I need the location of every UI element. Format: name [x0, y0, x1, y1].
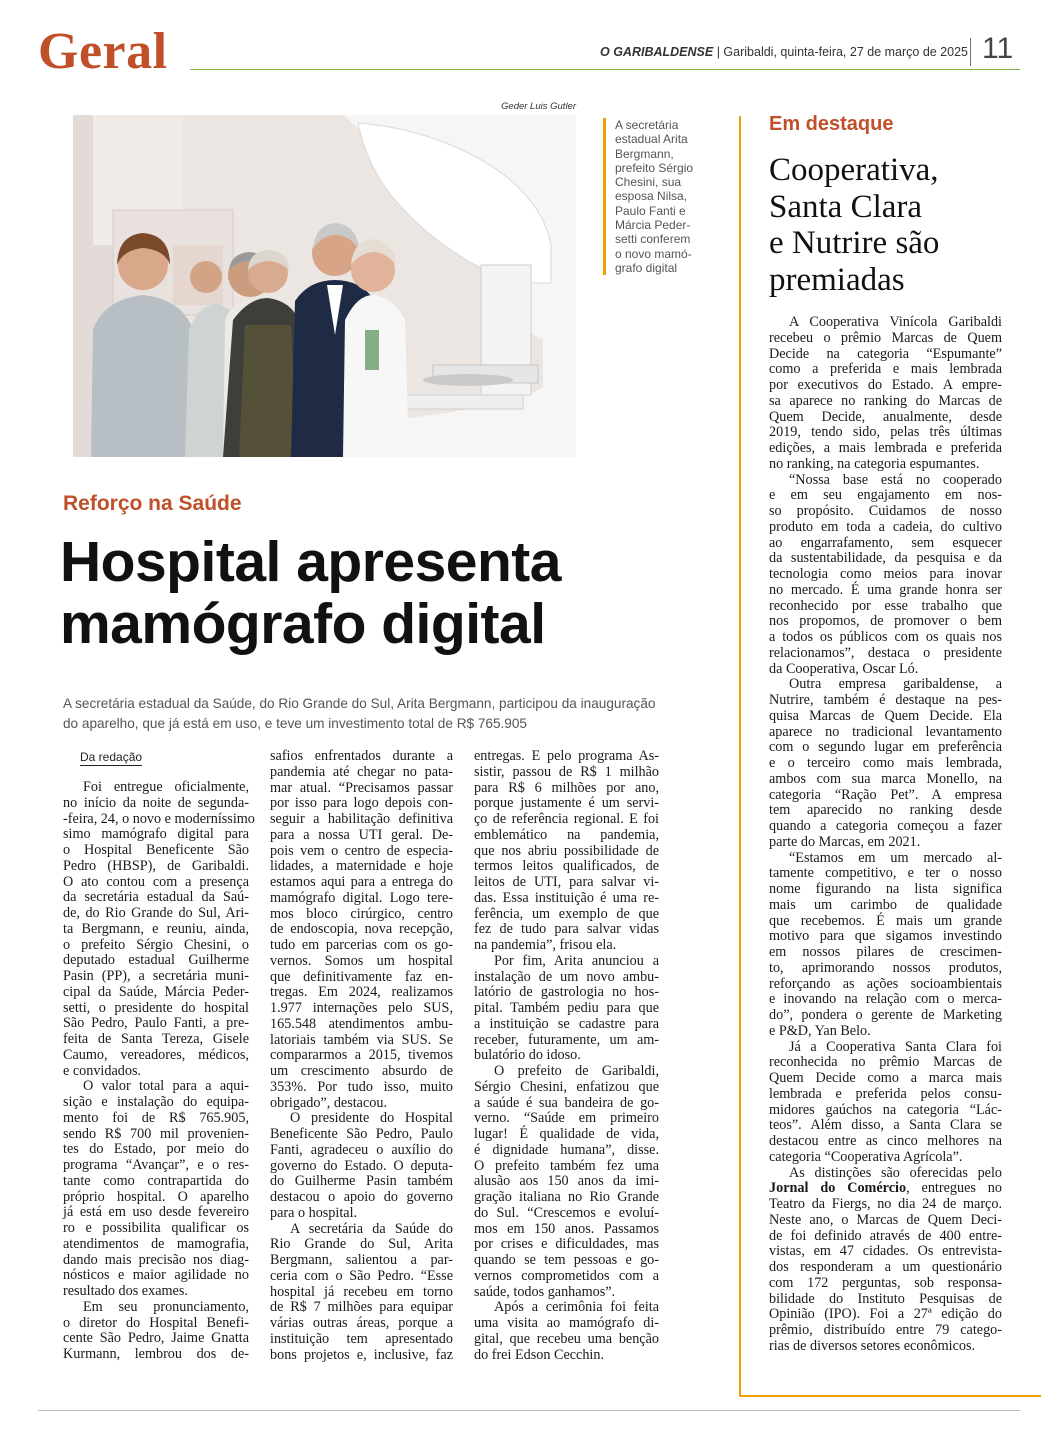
- text-line: São Pedro, Paulo Fanti, a pre-: [63, 1015, 249, 1032]
- text-line: reconhecida no prêmio Marcas de: [769, 1054, 1002, 1071]
- text-line: no mercado. É uma grande honra ser: [769, 581, 1002, 598]
- text-line: emblemático na pandemia,: [474, 826, 659, 843]
- photo-illustration: [73, 115, 576, 457]
- text-line: setti, o presidente do hospital: [63, 999, 249, 1016]
- text-line: bilidade do Instituto Pesquisas de: [769, 1290, 1002, 1307]
- text-line: recebeu o prêmio Marcas de Quem: [769, 329, 1002, 346]
- text-line: deputado estadual Guilherme: [63, 952, 249, 969]
- text-line: gital, que recebeu uma benção: [474, 1330, 659, 1347]
- text-line: da sustentabilidade, da pesquisa e da: [769, 550, 1002, 567]
- text-line: cipal da Saúde, Márcia Peder-: [63, 983, 249, 1000]
- text-line: nome figurando na lista significa: [769, 881, 1002, 897]
- sidebar-headline: [769, 152, 1029, 298]
- text-line: estamos aqui para a entrega do: [270, 874, 453, 890]
- article-headline: [60, 531, 720, 655]
- caption-line: Chesini, sua: [615, 175, 682, 190]
- text-line: O ato contou com a presença: [63, 873, 249, 890]
- text-line: categoria “Cooperativa Agrícola”.: [769, 1148, 963, 1165]
- text-line: o prefeito Sérgio Chesini, o: [63, 936, 249, 953]
- text-line: próprio hospital. O aparelho: [63, 1188, 249, 1205]
- text-line: ta Bergmann, e reuniu, ainda,: [63, 920, 249, 937]
- caption-line: estadual Arita: [615, 132, 688, 147]
- text-line: Beneficente São Pedro, Paulo: [270, 1126, 453, 1142]
- text-line: programa “Avançar”, e o res-: [63, 1157, 249, 1173]
- text-line: que definitivamente faz en-: [270, 968, 453, 985]
- text-line: Jornal do Comércio, entregues no: [769, 1180, 1002, 1197]
- sidebar-title-line: Santa Clara: [769, 188, 923, 225]
- text-line: é dignidade humana”, disse.: [474, 1141, 659, 1158]
- text-line: mais um carimbo de qualidade: [769, 896, 1002, 913]
- text-line: pois vem o centro de especia-: [270, 842, 453, 859]
- text-line: receber, futuramente, um am-: [474, 1031, 659, 1048]
- text-line: mamógrafo digital. Logo tere-: [270, 889, 453, 906]
- text-line: ao engarrafamento, sem esquecer: [769, 534, 1002, 551]
- text-line: no ranking, na categoria espumantes.: [769, 455, 980, 472]
- text-line: Kurmann, lembrou dos de-: [63, 1346, 249, 1362]
- text-line: sição e instalação do equipa-: [63, 1094, 249, 1110]
- text-line: bulatório do idoso.: [474, 1047, 581, 1064]
- text-line: destacou entre as cinco melhores na: [769, 1133, 1002, 1149]
- text-line: simo mamógrafo digital para: [63, 826, 249, 843]
- text-line: do Sul. “Crescemos e evoluí-: [474, 1204, 659, 1221]
- text-line: de, do Rio Grande do Sul, Ari-: [63, 905, 249, 921]
- text-line: sistir, passou de R$ 1 milhão: [474, 763, 659, 780]
- newspaper-mention: Jornal do Comércio: [769, 1180, 907, 1197]
- text-line: da Cooperativa, Oscar Ló.: [769, 660, 919, 677]
- text-line: Sérgio Chesini, enfatizou que: [474, 1078, 659, 1095]
- text-line: reconhecido por esse trabalho que: [769, 597, 1002, 614]
- text-line: Por fim, Arita anunciou a: [494, 952, 659, 969]
- text-line: já está em uso desde fevereiro: [63, 1204, 249, 1221]
- text-line: e P&D, Yan Belo.: [769, 1022, 871, 1039]
- sidebar-title-line: premiadas: [769, 261, 905, 298]
- text-line: Rio Grande do Sul, Arita: [270, 1236, 453, 1253]
- article-byline: Da redação: [80, 750, 143, 764]
- text-line: vernos. Somos um hospital: [270, 952, 453, 969]
- text-line: atendimentos de mamografia,: [63, 1235, 249, 1252]
- news-photo: [73, 115, 576, 457]
- text-line: lugar! É qualidade de vida,: [474, 1126, 659, 1142]
- text-line: no início da noite de segunda-: [63, 794, 249, 811]
- text-line: termos leitos qualificados, de: [474, 858, 659, 875]
- text-line: A Cooperativa Vinícola Garibaldi: [789, 314, 1002, 330]
- caption-line: o novo mamó-: [615, 246, 692, 261]
- text-line: rias de diversos setores econômicos.: [769, 1337, 976, 1354]
- text-line: instalação de um novo ambu-: [474, 968, 659, 985]
- text-line: As distinções são oferecidas pelo: [789, 1164, 1002, 1181]
- text-line: 2019, tendo sido, pelas três últimas: [769, 424, 1002, 441]
- text-line: uma visita ao mamógrafo di-: [474, 1315, 659, 1331]
- text-line: gração italiana no Rio Grande: [474, 1189, 659, 1205]
- text-line: so propósito. Cuidamos de nosso: [769, 503, 1002, 519]
- subhead-line: do aparelho, que já está em uso, e teve um investimento total de R$ 765.905: [63, 716, 527, 731]
- text-line: ço de referência regional. E foi: [474, 811, 659, 827]
- text-line: entregas. E pelo programa As-: [474, 748, 659, 764]
- caption-line: esposa Nilsa,: [615, 189, 688, 204]
- text-line: midores gaúchos na categoria “Lác-: [769, 1101, 1002, 1118]
- text-line: -feira, 24, o novo e moderníssimo: [63, 810, 255, 827]
- text-line: na pandemia”, frisou ela.: [474, 937, 617, 953]
- caption-line: prefeito Sérgio: [615, 160, 694, 175]
- caption-line: setti conferem: [615, 232, 691, 247]
- text-line: Quem Decide, anualmente, desde: [769, 408, 1002, 425]
- sidebar-title-line: Cooperativa,: [769, 152, 939, 188]
- text-line: com 172 perguntas, sob responsa-: [769, 1274, 1002, 1291]
- text-line: compararmos a 2015, tivemos: [270, 1047, 453, 1064]
- text-line: ambos com sua marca Monello, na: [769, 770, 1002, 787]
- text-line: Neste ano, o Marcas de Quem Deci-: [769, 1211, 1002, 1228]
- text-line: e o terceiro como mais lembrada,: [769, 755, 1002, 771]
- text-line: a todos os públicos com os quais nos: [769, 629, 1002, 645]
- text-line: obrigado”, destacou.: [270, 1094, 388, 1111]
- text-line: pandemia até chegar no pata-: [270, 763, 453, 780]
- text-line: porque justamente é um servi-: [474, 795, 659, 812]
- text-line: 165.548 atendimentos ambu-: [270, 1015, 453, 1032]
- text-line: dando mais precisão nos diag-: [63, 1251, 249, 1268]
- text-line: Decide na categoria “Espumante”: [769, 345, 1002, 362]
- text-line: nos propomos, de promover o bem: [769, 613, 1002, 630]
- text-line: Quem Decide como a marca mais: [769, 1070, 1002, 1086]
- sidebar-kicker: Em destaque: [769, 113, 894, 135]
- text-line: tamente competitivo, e ter o nosso: [769, 865, 1002, 882]
- header-rule: [190, 69, 1020, 70]
- text-line: em nossos pilares de crescimen-: [769, 944, 1002, 960]
- text-line: sendo R$ 700 mil provenien-: [63, 1125, 249, 1142]
- text-line: o diretor do Hospital Benefi-: [63, 1314, 249, 1331]
- article-kicker: Reforço na Saúde: [63, 492, 242, 515]
- text-line: categoria “Ração Pet”. A empresa: [769, 786, 1002, 803]
- text-line: teos”. Além disso, a Santa Clara se: [769, 1117, 1002, 1134]
- text-line: Outra empresa garibaldense, a: [789, 676, 1002, 693]
- text-line: mento foi de R$ 765.905,: [63, 1109, 249, 1126]
- article-subhead: [63, 694, 673, 734]
- text-line: para a nossa UTI geral. De-: [270, 826, 453, 843]
- header-dateline-block: [600, 45, 969, 59]
- text-line: A secretária da Saúde do: [290, 1220, 453, 1237]
- text-line: para R$ 6 milhões por ano,: [474, 779, 659, 796]
- text-line: 1.977 internações pelo SUS,: [270, 1000, 453, 1016]
- newspaper-name: O GARIBALDENSE: [600, 45, 714, 59]
- text-line: feita de Santa Tereza, Gisele: [63, 1031, 249, 1047]
- text-line: a instituição se cadastre para: [474, 1015, 659, 1032]
- text-line: a saúde é sua bandeira de go-: [474, 1094, 659, 1111]
- text-line: tecnologia como meios para inovar: [769, 566, 1002, 582]
- text-line: parte do Marcas, em 2021.: [769, 833, 921, 850]
- caption-line: Paulo Fanti e: [615, 203, 686, 218]
- text-line: bons projetos e, inclusive, faz: [270, 1346, 453, 1363]
- text-line: vistas, em 47 cidades. Os entrevista-: [769, 1243, 1002, 1260]
- text-line: sa aparece no ranking do Marcas de: [769, 392, 1002, 409]
- text-line: saúde, todos ganhamos”.: [474, 1283, 616, 1300]
- text-line: Teatro da Fiergs, no dia 24 de março.: [769, 1196, 1002, 1212]
- dateline: Garibaldi, quinta-feira, 27 de março de 2025: [723, 45, 969, 59]
- text-line: instituição tem apresentado: [270, 1330, 453, 1347]
- text-line: quando a categoria começou a fazer: [769, 818, 1002, 834]
- text-line: latório de gastrologia no hos-: [474, 984, 659, 1001]
- sidebar-title-line: e Nutrire são: [769, 225, 940, 261]
- text-line: lembrada e preferida pelos consu-: [769, 1085, 1002, 1102]
- text-line: cente São Pedro, Jaime Gnatta: [63, 1330, 249, 1347]
- text-line: do”, pondera o gerente de Marketing: [769, 1007, 1002, 1023]
- text-line: e em seu engajamento em nos-: [769, 487, 1002, 504]
- text-line: várias outras áreas, porque a: [270, 1315, 453, 1331]
- text-line: das. Essa instituição é uma re-: [474, 889, 659, 906]
- text-line: destacou o apoio do governo: [270, 1189, 453, 1205]
- text-line: por isso para logo depois con-: [270, 795, 453, 812]
- text-line: resultado dos exames.: [63, 1283, 188, 1299]
- text-line: governo do Estado. O deputa-: [270, 1157, 453, 1174]
- caption-line: Bergmann,: [615, 146, 674, 161]
- text-line: seguir a habilitação definitiva: [270, 811, 453, 827]
- text-line: Pedro (HBSP), de Garibaldi.: [63, 857, 249, 874]
- text-line: produto em toda a cadeia, do cultivo: [769, 518, 1002, 535]
- article-column-2: [270, 749, 453, 1363]
- page-number: 11: [982, 32, 1014, 65]
- text-line: to, aprimorando nossos produtos,: [769, 959, 1002, 976]
- text-line: ferência, um exemplo de que: [474, 905, 659, 922]
- text-line: Já a Cooperativa Santa Clara foi: [789, 1038, 1002, 1055]
- text-line: latoriais também via SUS. Se: [270, 1031, 453, 1048]
- text-line: tudo em parcerias com os go-: [270, 937, 453, 953]
- header-separator: |: [716, 45, 720, 59]
- text-line: O valor total para a aqui-: [83, 1078, 249, 1095]
- text-line: Foi entregue oficialmente,: [83, 779, 249, 795]
- text-line: nósticos e maior agilidade no: [63, 1267, 249, 1284]
- text-line: que nos abriu possibilidade de: [474, 842, 659, 859]
- text-line: “Nossa base está no cooperado: [789, 471, 1002, 488]
- text-line: O presidente do Hospital: [290, 1110, 453, 1127]
- text-line: ro e possibilita qualificar os: [63, 1220, 249, 1236]
- text-line: motivo para que sigamos investindo: [769, 928, 1002, 945]
- text-line: que recebemos. É mais um grande: [769, 912, 1002, 929]
- text-line: ceria com o São Pedro. “Esse: [270, 1267, 453, 1284]
- text-line: para o hospital.: [270, 1204, 358, 1221]
- headline-line: Hospital apresenta: [60, 530, 561, 594]
- section-title: Geral: [38, 23, 168, 80]
- text-line: edições, a mais lembrada e preferida: [769, 440, 1002, 456]
- text-line: da secretária estadual da Saú-: [63, 889, 249, 906]
- text-line: do Guilherme Pasin também: [270, 1173, 453, 1190]
- text-line: Opinião (IPO). Foi a 27ª edição do: [769, 1306, 1002, 1323]
- text-line: quisa Marcas de Quem Decide. Ela: [769, 707, 1002, 724]
- text-line: vernos comprometidos com a: [474, 1267, 659, 1284]
- caption-line: A secretária: [615, 118, 679, 132]
- sidebar-body: [769, 315, 1002, 1355]
- text-line: como a preferida e mais lembrada: [769, 361, 1002, 378]
- text-line: Em seu pronunciamento,: [83, 1298, 249, 1315]
- text-line: Fanti, agradeceu o auxílio do: [270, 1141, 453, 1158]
- text-line: tem aparecido no ranking desde: [769, 802, 1002, 819]
- text-line: reforçando as ações socioambientais: [769, 975, 1002, 992]
- text-line: com o segundo lugar em preferência: [769, 739, 1002, 756]
- text-line: leitos de UTI, para salvar vi-: [474, 874, 659, 890]
- text-line: de foi definido através de 400 entre-: [769, 1227, 1002, 1244]
- text-line: O prefeito de Garibaldi,: [494, 1063, 659, 1079]
- photo-caption: [603, 118, 715, 275]
- text-line: “Estamos em um mercado al-: [789, 849, 1002, 866]
- text-line: de R$ 7 milhões para equipar: [270, 1299, 453, 1316]
- text-line: prêmio, distribuído entre 79 catego-: [769, 1322, 1002, 1338]
- text-line: mos em 150 anos. Passamos: [474, 1220, 659, 1237]
- article-column-3: [474, 749, 659, 1363]
- text-line: o Hospital Beneficente São: [63, 842, 249, 858]
- text-line: e convidados.: [63, 1062, 142, 1079]
- photo-credit: Geder Luis Gutler: [501, 101, 576, 112]
- text-line: do frei Edson Cecchin.: [474, 1346, 605, 1363]
- text-line: 353%. Por tudo isso, muito: [270, 1078, 453, 1095]
- text-line: dos responderam a um questionário: [769, 1259, 1002, 1275]
- text-line: mar atual. “Precisamos passar: [270, 779, 453, 796]
- text-line: lidades, a maternidade e hoje: [270, 858, 453, 875]
- text-line: relacionamos”, destaca o presidente: [769, 644, 1002, 661]
- subhead-line: A secretária estadual da Saúde, do Rio Grande do Sul, Arita Bergmann, participou da inauguração: [63, 696, 656, 711]
- text-line: mos bloco cirúrgico, centro: [270, 905, 453, 922]
- text-line: Após a cerimônia foi feita: [494, 1299, 659, 1316]
- text-line: fez de tudo para salvar vidas: [474, 921, 659, 938]
- text-line: Bergmann, salientou a par-: [270, 1252, 453, 1268]
- text-line: quando se tem pessoas e go-: [474, 1252, 659, 1268]
- text-line: de endoscopia, nova recepção,: [270, 921, 453, 938]
- caption-line: Márcia Peder-: [615, 218, 691, 233]
- text-line: um crescimento absurdo de: [270, 1063, 453, 1079]
- text-line: pital. Também pediu para que: [474, 1000, 659, 1016]
- text-line: Caumo, vereadores, médicos,: [63, 1046, 249, 1063]
- text-line: tes do Estado, por meio do: [63, 1141, 249, 1158]
- caption-line: grafo digital: [615, 260, 678, 275]
- text-line: tante como contrapartida do: [63, 1172, 249, 1189]
- text-line: verno. “Saúde em primeiro: [474, 1110, 659, 1127]
- text-line: alusão aos 150 anos da imi-: [474, 1173, 659, 1190]
- text-line: por executivos do Estado. A empre-: [769, 377, 1002, 393]
- bottom-rule: [38, 1410, 1020, 1411]
- text-line: hospital já recebeu em torno: [270, 1283, 453, 1300]
- text-line: O prefeito também fez uma: [474, 1157, 659, 1174]
- text-line: e inovando na relação com o merca-: [769, 991, 1002, 1008]
- text-line: aparece no tradicional levantamento: [769, 723, 1002, 740]
- text-line: por crises e dificuldades, mas: [474, 1236, 659, 1253]
- text-line: safios enfrentados durante a: [270, 748, 453, 764]
- text-line: Pasin (PP), a secretária muni-: [63, 968, 249, 984]
- text-line: Nutrire, também é destaque na pes-: [769, 692, 1002, 708]
- article-column-1: [63, 779, 255, 1363]
- page-number-divider: [970, 38, 971, 66]
- text-line: tregas. Em 2024, realizamos: [270, 984, 453, 1001]
- headline-line: mamógrafo digital: [60, 592, 546, 656]
